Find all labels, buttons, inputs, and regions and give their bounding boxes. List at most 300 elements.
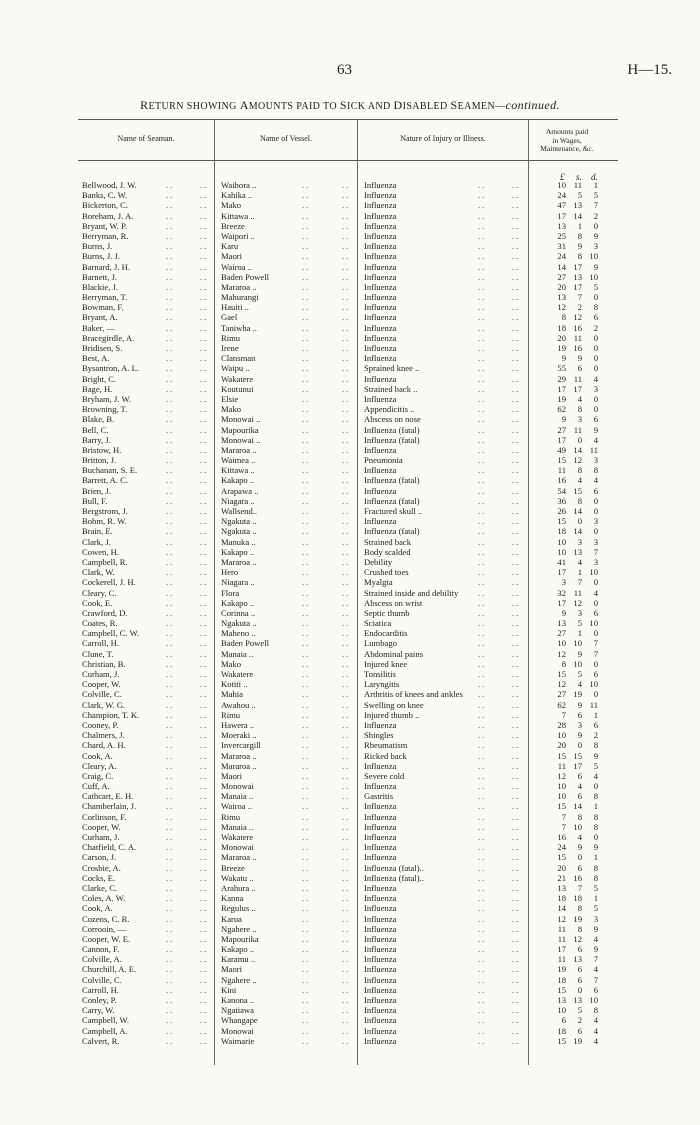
- leader-dots: ..: [166, 821, 175, 832]
- seaman-name: Chard, A. H.: [82, 740, 126, 751]
- seaman-name: Coates, R.: [82, 618, 118, 629]
- leader-dots: ..: [302, 658, 311, 669]
- vessel-name: Kahika ..: [221, 190, 253, 201]
- table-row: [0, 282, 700, 292]
- leader-dots: ..: [512, 842, 521, 853]
- injury-nature: Influenza: [364, 271, 397, 282]
- leader-dots: ..: [302, 353, 311, 364]
- leader-dots: ..: [166, 964, 175, 975]
- leader-dots: ..: [342, 791, 351, 802]
- seaman-name: Berryman, T.: [82, 292, 128, 303]
- table-row: [0, 180, 700, 190]
- amount-pounds: 12: [557, 913, 566, 924]
- amount-header-line: Amounts paid: [545, 127, 589, 136]
- leader-dots: ..: [302, 424, 311, 435]
- leader-dots: ..: [342, 465, 351, 476]
- leader-dots: ..: [200, 730, 209, 741]
- leader-dots: ..: [478, 893, 487, 904]
- leader-dots: ..: [200, 852, 209, 863]
- leader-dots: ..: [342, 363, 351, 374]
- amount-pounds: 12: [557, 648, 566, 659]
- leader-dots: ..: [166, 414, 175, 425]
- table-row: [0, 577, 700, 587]
- amount-pence: 0: [593, 393, 598, 404]
- leader-dots: ..: [478, 750, 487, 761]
- leader-dots: ..: [166, 719, 175, 730]
- injury-nature: Influenza: [364, 322, 397, 333]
- injury-nature: Influenza: [364, 281, 397, 292]
- leader-dots: ..: [478, 852, 487, 863]
- seaman-name: Colville, C.: [82, 689, 122, 700]
- amount-pounds: 14: [557, 261, 566, 272]
- table-row: [0, 720, 700, 730]
- leader-dots: ..: [166, 954, 175, 965]
- leader-dots: ..: [512, 730, 521, 741]
- seaman-name: Blake, B.: [82, 414, 115, 425]
- injury-nature: Influenza: [364, 719, 397, 730]
- leader-dots: ..: [200, 516, 209, 527]
- leader-dots: ..: [166, 210, 175, 221]
- vessel-name: Mararoa ..: [221, 281, 257, 292]
- leader-dots: ..: [166, 424, 175, 435]
- leader-dots: ..: [166, 465, 175, 476]
- amount-shillings: 17: [573, 383, 582, 394]
- amount-pence: 0: [593, 353, 598, 364]
- leader-dots: ..: [200, 597, 209, 608]
- injury-nature: Influenza: [364, 516, 397, 527]
- vessel-name: Niagara ..: [221, 495, 255, 506]
- amount-pence: 8: [593, 465, 598, 476]
- leader-dots: ..: [512, 516, 521, 527]
- injury-nature: Influenza: [364, 954, 397, 965]
- leader-dots: ..: [512, 893, 521, 904]
- table-row: [0, 924, 700, 934]
- leader-dots: ..: [200, 618, 209, 629]
- table-row: [0, 221, 700, 231]
- leader-dots: ..: [166, 791, 175, 802]
- table-row: [0, 231, 700, 241]
- seaman-name: Curham, J.: [82, 832, 120, 842]
- vessel-name: Waimea ..: [221, 455, 256, 466]
- amount-pounds: 29: [557, 373, 566, 384]
- amount-pence: 0: [593, 332, 598, 343]
- leader-dots: ..: [478, 974, 487, 985]
- amount-pence: 8: [593, 872, 598, 883]
- leader-dots: ..: [302, 597, 311, 608]
- leader-dots: ..: [166, 577, 175, 588]
- leader-dots: ..: [512, 210, 521, 221]
- amount-shillings: 8: [577, 495, 582, 506]
- amount-pounds: 15: [557, 1035, 566, 1046]
- amount-pounds: 9: [561, 607, 566, 618]
- injury-nature: Influenza: [364, 1015, 397, 1026]
- leader-dots: ..: [302, 444, 311, 455]
- injury-nature: Influenza: [364, 312, 397, 323]
- leader-dots: ..: [302, 923, 311, 934]
- leader-dots: ..: [302, 699, 311, 710]
- leader-dots: ..: [200, 638, 209, 649]
- amount-shillings: 0: [577, 740, 582, 751]
- leader-dots: ..: [166, 984, 175, 995]
- amount-pounds: 15: [557, 455, 566, 466]
- leader-dots: ..: [302, 292, 311, 303]
- amount-shillings: 5: [577, 669, 582, 679]
- seaman-name: Cockerell, J. H.: [82, 577, 136, 588]
- leader-dots: ..: [478, 658, 487, 669]
- leader-dots: ..: [478, 995, 487, 1005]
- leader-dots: ..: [166, 281, 175, 292]
- leader-dots: ..: [342, 913, 351, 924]
- leader-dots: ..: [342, 251, 351, 262]
- table-row: [0, 241, 700, 251]
- table-row: [0, 618, 700, 628]
- leader-dots: ..: [166, 679, 175, 690]
- leader-dots: ..: [512, 1005, 521, 1016]
- seamen-table-body: [0, 180, 700, 1046]
- leader-dots: ..: [200, 424, 209, 435]
- seaman-name: Berryman, R.: [82, 230, 129, 241]
- seaman-name: Campbell, A.: [82, 1025, 128, 1036]
- leader-dots: ..: [166, 1015, 175, 1026]
- leader-dots: ..: [342, 567, 351, 578]
- amount-shillings: 11: [573, 424, 582, 435]
- injury-nature: Appendicitis ..: [364, 404, 415, 415]
- leader-dots: ..: [200, 475, 209, 486]
- leader-dots: ..: [200, 628, 209, 639]
- leader-dots: ..: [512, 648, 521, 659]
- vessel-name: Manaia ..: [221, 791, 254, 802]
- vessel-name: Niagara ..: [221, 577, 255, 588]
- seaman-name: Brien, J.: [82, 485, 111, 496]
- injury-nature: Influenza: [364, 251, 397, 262]
- leader-dots: ..: [166, 852, 175, 863]
- injury-nature: Influenza: [364, 393, 397, 404]
- amount-pence: 4: [593, 475, 598, 486]
- leader-dots: ..: [342, 587, 351, 598]
- seaman-name: Cozens, C. R.: [82, 913, 130, 924]
- table-row: [0, 211, 700, 221]
- amount-pounds: 15: [557, 801, 566, 812]
- title-part: ISABLED: [402, 101, 451, 112]
- leader-dots: ..: [200, 699, 209, 710]
- leader-dots: ..: [478, 1015, 487, 1026]
- table-row: [0, 272, 700, 282]
- amount-pence: 4: [593, 1015, 598, 1026]
- amount-pounds: 18: [557, 526, 566, 537]
- leader-dots: ..: [478, 393, 487, 404]
- amount-pounds: 25: [557, 230, 566, 241]
- table-row: [0, 251, 700, 261]
- amount-pence: 1: [593, 180, 598, 190]
- amount-pounds: 3: [561, 577, 566, 588]
- leader-dots: ..: [512, 373, 521, 384]
- amount-pounds: 7: [561, 811, 566, 822]
- leader-dots: ..: [200, 383, 209, 394]
- table-row: [0, 964, 700, 974]
- seaman-name: Colville, C.: [82, 974, 122, 985]
- leader-dots: ..: [512, 190, 521, 201]
- leader-dots: ..: [342, 628, 351, 639]
- leader-dots: ..: [512, 872, 521, 883]
- leader-dots: ..: [342, 760, 351, 771]
- amount-shillings: 19: [573, 689, 582, 700]
- leader-dots: ..: [166, 597, 175, 608]
- leader-dots: ..: [478, 465, 487, 476]
- injury-nature: Influenza: [364, 995, 397, 1005]
- table-row: [0, 649, 700, 659]
- table-row: [0, 954, 700, 964]
- injury-nature: Influenza: [364, 1035, 397, 1046]
- seaman-name: Crawford, D.: [82, 607, 128, 618]
- leader-dots: ..: [166, 363, 175, 374]
- leader-dots: ..: [478, 872, 487, 883]
- leader-dots: ..: [512, 404, 521, 415]
- amount-pounds: 7: [561, 821, 566, 832]
- leader-dots: ..: [166, 404, 175, 415]
- leader-dots: ..: [478, 404, 487, 415]
- leader-dots: ..: [342, 404, 351, 415]
- leader-dots: ..: [478, 241, 487, 252]
- leader-dots: ..: [342, 373, 351, 384]
- seaman-name: Bohm, R. W.: [82, 516, 127, 527]
- leader-dots: ..: [302, 638, 311, 649]
- leader-dots: ..: [342, 556, 351, 567]
- table-row: [0, 200, 700, 210]
- leader-dots: ..: [342, 424, 351, 435]
- amount-shillings: 5: [577, 1005, 582, 1016]
- vessel-name: Gael: [221, 312, 238, 323]
- leader-dots: ..: [200, 821, 209, 832]
- leader-dots: ..: [512, 954, 521, 965]
- amount-pence: 11: [589, 444, 598, 455]
- leader-dots: ..: [166, 781, 175, 792]
- amount-shillings: 4: [577, 556, 582, 567]
- leader-dots: ..: [342, 618, 351, 629]
- leader-dots: ..: [200, 200, 209, 211]
- leader-dots: ..: [200, 995, 209, 1005]
- injury-nature: Swelling on knee: [364, 699, 424, 710]
- amount-pence: 2: [593, 322, 598, 333]
- leader-dots: ..: [200, 577, 209, 588]
- leader-dots: ..: [200, 719, 209, 730]
- leader-dots: ..: [200, 944, 209, 955]
- leader-dots: ..: [512, 801, 521, 812]
- table-row: [0, 914, 700, 924]
- injury-nature: Influenza: [364, 832, 397, 842]
- amount-pounds: 10: [557, 546, 566, 557]
- leader-dots: ..: [166, 974, 175, 985]
- leader-dots: ..: [512, 332, 521, 343]
- leader-dots: ..: [302, 689, 311, 700]
- leader-dots: ..: [478, 322, 487, 333]
- amount-shillings: 8: [577, 251, 582, 262]
- leader-dots: ..: [342, 343, 351, 353]
- seaman-name: Clark, J.: [82, 536, 111, 547]
- leader-dots: ..: [200, 811, 209, 822]
- amount-pounds: 24: [557, 251, 566, 262]
- leader-dots: ..: [512, 363, 521, 374]
- amount-shillings: 4: [577, 475, 582, 486]
- vessel-name: Arapawa ..: [221, 485, 259, 496]
- leader-dots: ..: [302, 933, 311, 944]
- amount-shillings: 14: [573, 444, 582, 455]
- amount-pence: 4: [593, 1025, 598, 1036]
- leader-dots: ..: [512, 577, 521, 588]
- amount-shillings: 19: [573, 913, 582, 924]
- vessel-name: Manuka ..: [221, 536, 256, 547]
- table-row: [0, 608, 700, 618]
- leader-dots: ..: [302, 842, 311, 853]
- leader-dots: ..: [166, 271, 175, 282]
- leader-dots: ..: [478, 791, 487, 802]
- leader-dots: ..: [166, 944, 175, 955]
- injury-nature: Influenza: [364, 903, 397, 914]
- leader-dots: ..: [342, 638, 351, 649]
- amount-shillings: 12: [573, 455, 582, 466]
- seaman-name: Blackie, J.: [82, 281, 119, 292]
- leader-dots: ..: [478, 506, 487, 516]
- leader-dots: ..: [342, 190, 351, 201]
- injury-nature: Pneumonia: [364, 455, 403, 466]
- injury-nature: Influenza: [364, 292, 397, 303]
- leader-dots: ..: [302, 648, 311, 659]
- injury-nature: Influenza: [364, 485, 397, 496]
- leader-dots: ..: [166, 689, 175, 700]
- injury-nature: Myalgia: [364, 577, 393, 588]
- injury-nature: Injured thumb ..: [364, 709, 420, 720]
- leader-dots: ..: [342, 679, 351, 690]
- leader-dots: ..: [166, 383, 175, 394]
- leader-dots: ..: [478, 353, 487, 364]
- leader-dots: ..: [512, 1025, 521, 1036]
- injury-nature: Influenza: [364, 974, 397, 985]
- vessel-name: Wallsend..: [221, 506, 258, 516]
- amount-shillings: 6: [577, 974, 582, 985]
- amount-shillings: 12: [573, 933, 582, 944]
- table-row: [0, 791, 700, 801]
- leader-dots: ..: [302, 770, 311, 781]
- amount-shillings: 2: [577, 1015, 582, 1026]
- amount-pence: 3: [593, 516, 598, 527]
- table-row: [0, 903, 700, 913]
- leader-dots: ..: [302, 302, 311, 313]
- amount-shillings: 7: [577, 577, 582, 588]
- leader-dots: ..: [342, 292, 351, 303]
- seaman-name: Chalmers, J.: [82, 730, 125, 741]
- table-row: [0, 689, 700, 699]
- amount-shillings: 10: [573, 658, 582, 669]
- table-row: [0, 771, 700, 781]
- leader-dots: ..: [166, 872, 175, 883]
- amount-shillings: 19: [573, 1035, 582, 1046]
- leader-dots: ..: [512, 465, 521, 476]
- leader-dots: ..: [512, 832, 521, 842]
- vessel-name: Rimu: [221, 709, 241, 720]
- table-row: [0, 944, 700, 954]
- amount-pounds: 15: [557, 984, 566, 995]
- vessel-name: Mahurangi: [221, 292, 259, 303]
- leader-dots: ..: [166, 607, 175, 618]
- table-row: [0, 852, 700, 862]
- leader-dots: ..: [512, 1035, 521, 1046]
- leader-dots: ..: [478, 556, 487, 567]
- leader-dots: ..: [302, 363, 311, 374]
- amount-pounds: 18: [557, 1025, 566, 1036]
- table-row: [0, 985, 700, 995]
- leader-dots: ..: [478, 495, 487, 506]
- leader-dots: ..: [342, 271, 351, 282]
- vessel-name: Kittawa ..: [221, 465, 255, 476]
- seaman-name: Cuff, A.: [82, 781, 110, 792]
- injury-nature: Influenza: [364, 811, 397, 822]
- injury-nature: Influenza: [364, 180, 397, 190]
- amount-shillings: 17: [573, 281, 582, 292]
- amount-shillings: 1: [577, 220, 582, 231]
- leader-dots: ..: [200, 393, 209, 404]
- leader-dots: ..: [478, 954, 487, 965]
- leader-dots: ..: [478, 567, 487, 578]
- vessel-name: Karamu ..: [221, 954, 256, 965]
- leader-dots: ..: [512, 760, 521, 771]
- leader-dots: ..: [302, 230, 311, 241]
- leader-dots: ..: [200, 241, 209, 252]
- leader-dots: ..: [512, 862, 521, 873]
- leader-dots: ..: [512, 719, 521, 730]
- leader-dots: ..: [166, 322, 175, 333]
- leader-dots: ..: [478, 1025, 487, 1036]
- amount-pence: 5: [593, 903, 598, 914]
- vessel-name: Mako: [221, 200, 242, 211]
- leader-dots: ..: [166, 434, 175, 445]
- vessel-name: Mararoa ..: [221, 556, 257, 567]
- injury-nature: Influenza: [364, 343, 397, 353]
- leader-dots: ..: [166, 801, 175, 812]
- amount-pounds: 17: [557, 210, 566, 221]
- leader-dots: ..: [200, 261, 209, 272]
- pounds-header: £: [560, 172, 565, 182]
- vessel-name: Maori: [221, 964, 243, 975]
- amount-shillings: 16: [573, 343, 582, 353]
- leader-dots: ..: [302, 1015, 311, 1026]
- leader-dots: ..: [478, 770, 487, 781]
- amount-pounds: 17: [557, 597, 566, 608]
- table-row: [0, 628, 700, 638]
- injury-nature: Influenza: [364, 781, 397, 792]
- table-row: [0, 659, 700, 669]
- vessel-name: Maori: [221, 251, 243, 262]
- amount-shillings: 8: [577, 923, 582, 934]
- injury-nature: Gastritis: [364, 791, 394, 802]
- leader-dots: ..: [200, 1015, 209, 1026]
- injury-nature: Influenza: [364, 230, 397, 241]
- injury-nature: Influenza: [364, 190, 397, 201]
- amount-pounds: 18: [557, 322, 566, 333]
- leader-dots: ..: [478, 414, 487, 425]
- leader-dots: ..: [512, 180, 521, 190]
- leader-dots: ..: [302, 791, 311, 802]
- amount-pence: 0: [593, 628, 598, 639]
- leader-dots: ..: [478, 913, 487, 924]
- amount-shillings: 14: [573, 210, 582, 221]
- leader-dots: ..: [342, 200, 351, 211]
- table-row: [0, 1005, 700, 1015]
- leader-dots: ..: [200, 689, 209, 700]
- vessel-name: Kittawa ..: [221, 210, 255, 221]
- leader-dots: ..: [478, 730, 487, 741]
- seaman-name: Best, A.: [82, 353, 110, 364]
- leader-dots: ..: [166, 241, 175, 252]
- amount-shillings: 11: [573, 180, 582, 190]
